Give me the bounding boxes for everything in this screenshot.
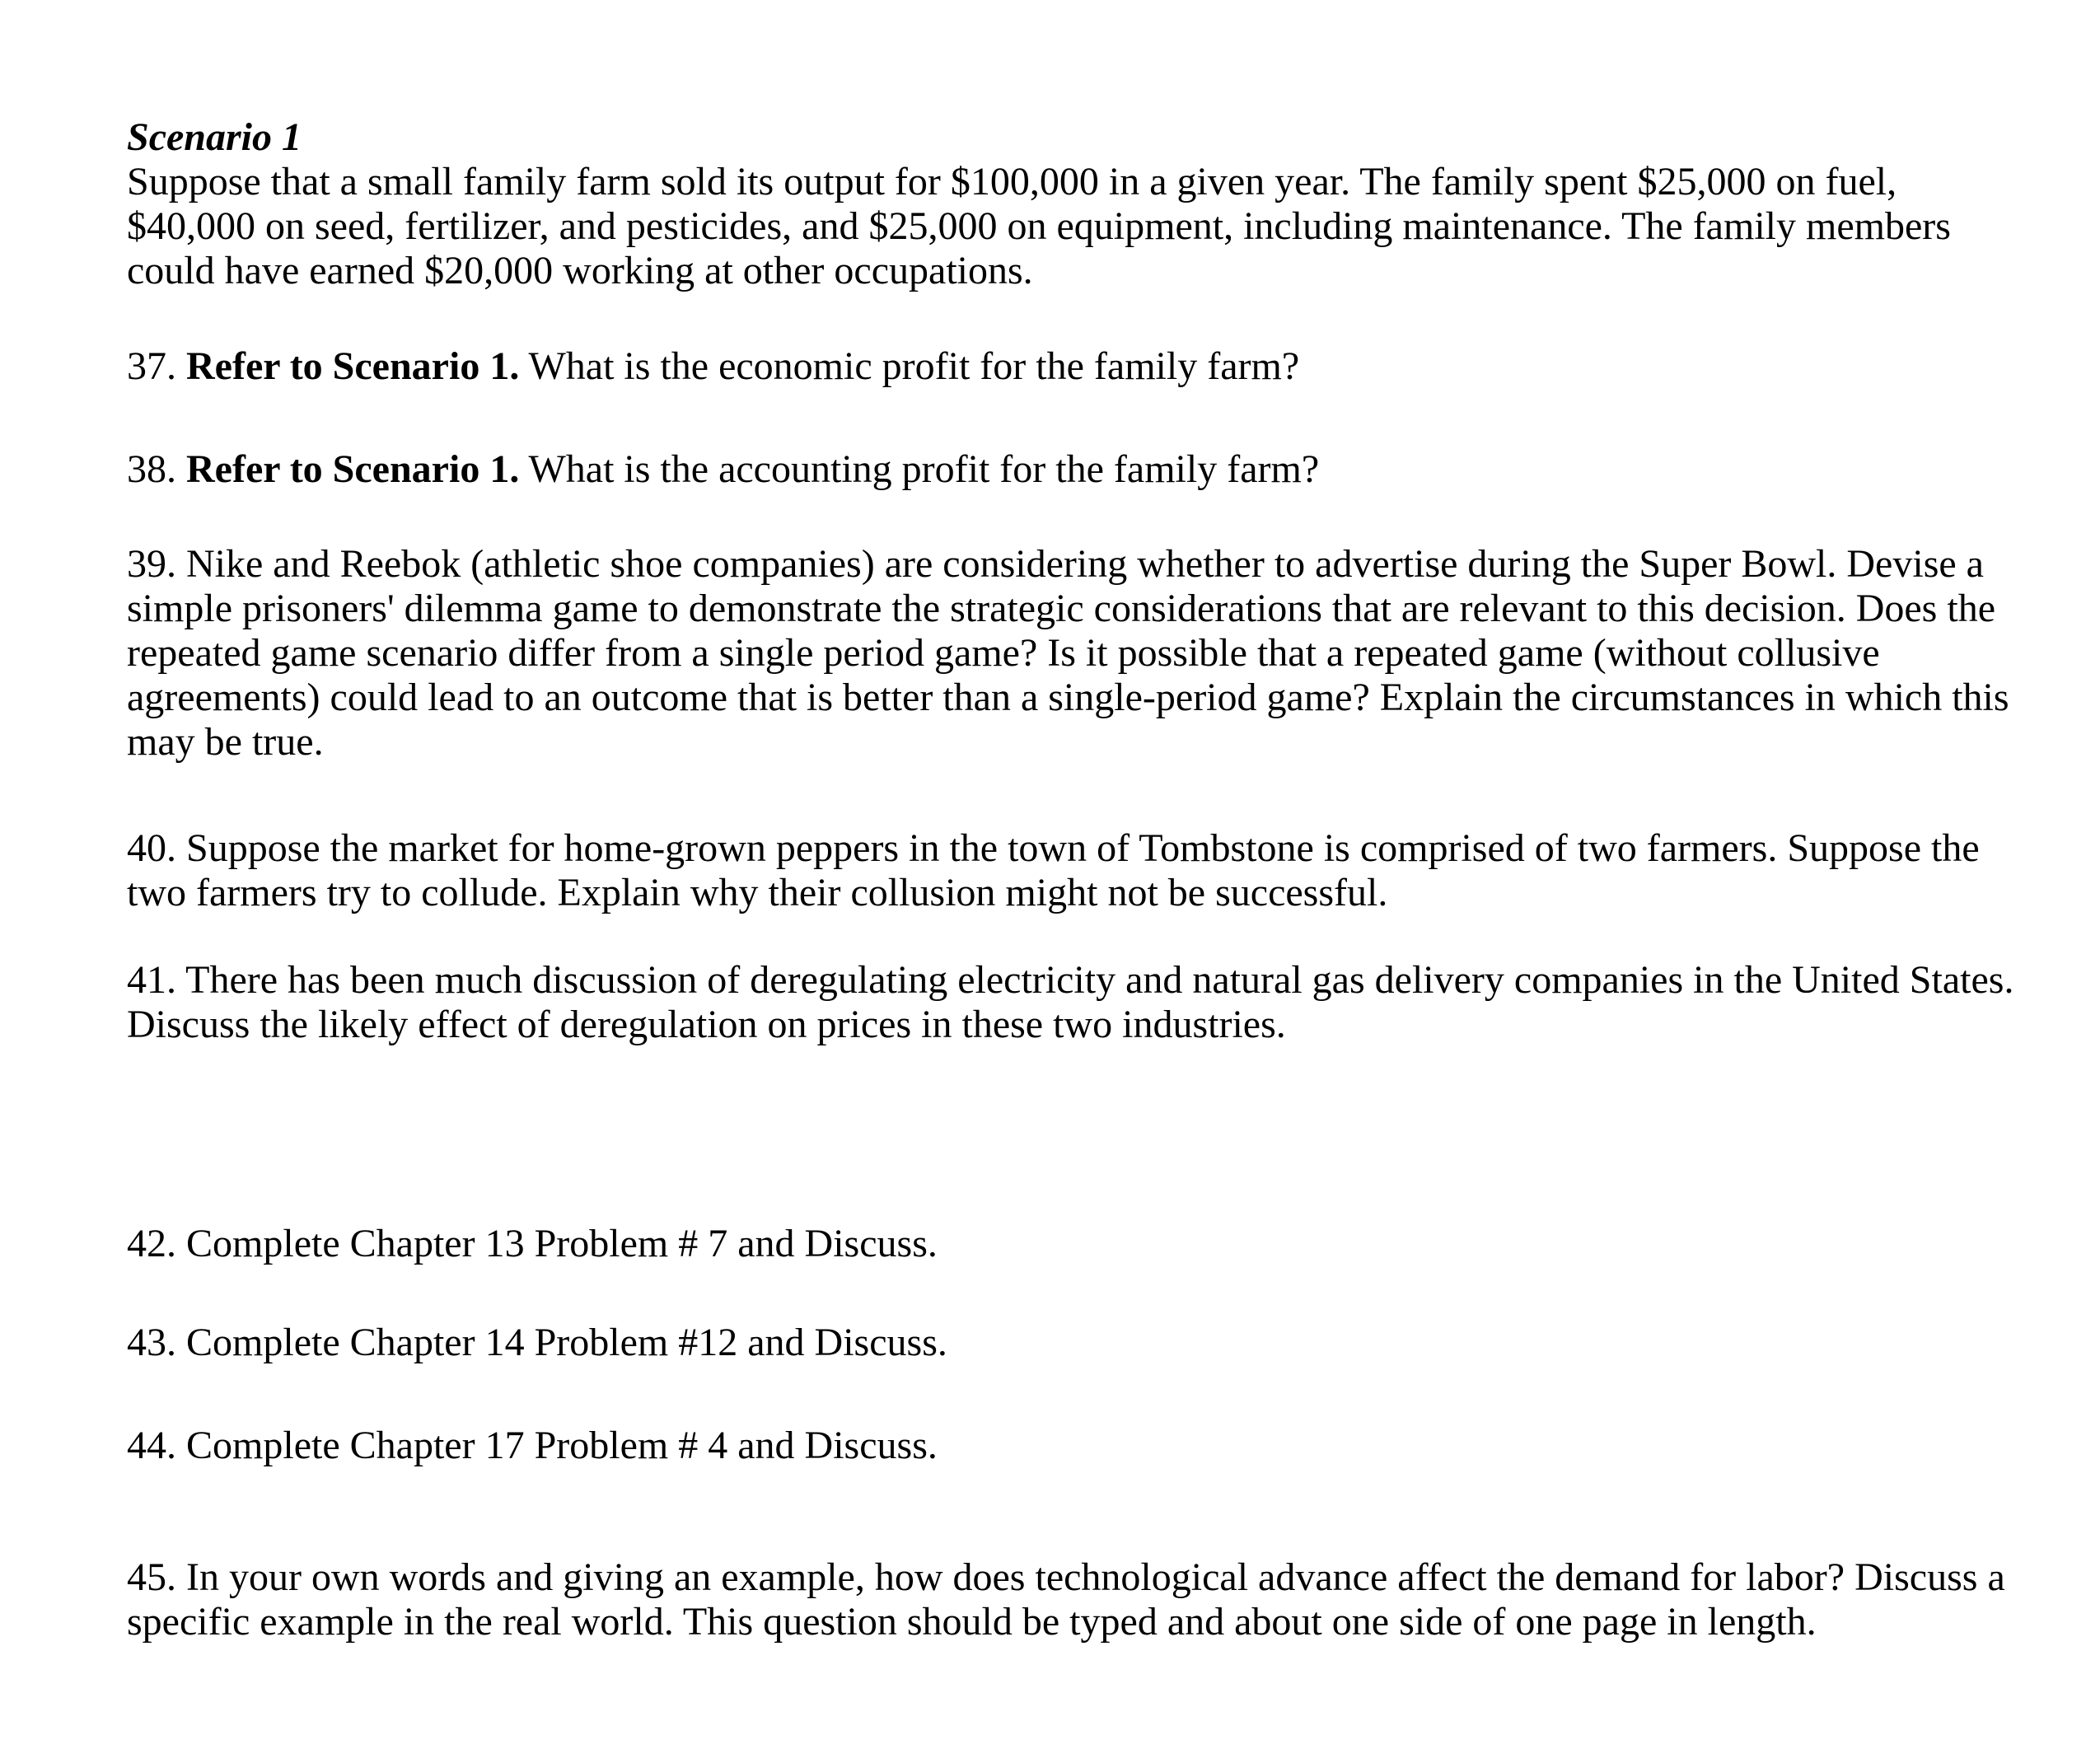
question-number: 44. [127, 1424, 176, 1467]
scenario-body: Suppose that a small family farm sold its output for $100,000 in a given year. The family spent $25,000 on fuel, $40,000 on seed, fertilizer, and pesticides, and $25,000 on equipment, including maintenance. The family members could have earned $20,000 working at other occupations. [127, 160, 1951, 292]
question-item [127, 1424, 2027, 1468]
question-item [127, 1555, 2027, 1644]
question-text: In your own words and giving an example, how does technological advance affect the demand for labor? Discuss a specific example in the real world. This question should be typed and about one side of one page in length. [127, 1555, 2005, 1644]
question-item [127, 447, 2027, 492]
question-text: What is the accounting profit for the family farm? [528, 447, 1320, 491]
question-item [127, 542, 2027, 765]
question-text: What is the economic profit for the family farm? [528, 344, 1300, 388]
question-bold-lead: Refer to Scenario 1. [186, 447, 520, 491]
question-text: Complete Chapter 14 Problem #12 and Discuss. [186, 1321, 947, 1364]
question-text: Complete Chapter 13 Problem # 7 and Discuss. [186, 1222, 938, 1265]
question-number: 41. [127, 958, 176, 1002]
question-number: 43. [127, 1321, 176, 1364]
question-item [127, 344, 2027, 389]
question-item [127, 826, 2027, 915]
scenario-title: Scenario 1 [127, 115, 302, 159]
question-number: 39. [127, 542, 176, 586]
question-number: 45. [127, 1555, 176, 1599]
question-text: Complete Chapter 17 Problem # 4 and Discuss. [186, 1424, 938, 1467]
question-item [127, 1321, 2027, 1365]
question-item [127, 958, 2027, 1047]
question-number: 38. [127, 447, 176, 491]
questions-list [127, 344, 2027, 1644]
question-text: There has been much discussion of deregulating electricity and natural gas delivery companies in the United States. Discuss the likely effect of deregulation on prices in these two industries. [127, 958, 2014, 1046]
question-bold-lead: Refer to Scenario 1. [186, 344, 520, 388]
question-number: 40. [127, 826, 176, 870]
question-number: 37. [127, 344, 176, 388]
question-item [127, 1222, 2027, 1266]
question-text: Suppose the market for home-grown peppers in the town of Tombstone is comprised of two farmers. Suppose the two farmers try to collude. Explain why their collusion might not be successful. [127, 826, 1980, 914]
question-text: Nike and Reebok (athletic shoe companies) are considering whether to advertise during the Super Bowl. Devise a simple prisoners' dilemma game to demonstrate the strategic considerations that are relevant to this decision. Does the repeated game scenario differ from a single period game? Is it possible that a repeated game (without collusive agreements) could lead to an outcome that is better than a single-period game? Explain the circumstances in which this may be true. [127, 542, 2009, 764]
question-number: 42. [127, 1222, 176, 1265]
